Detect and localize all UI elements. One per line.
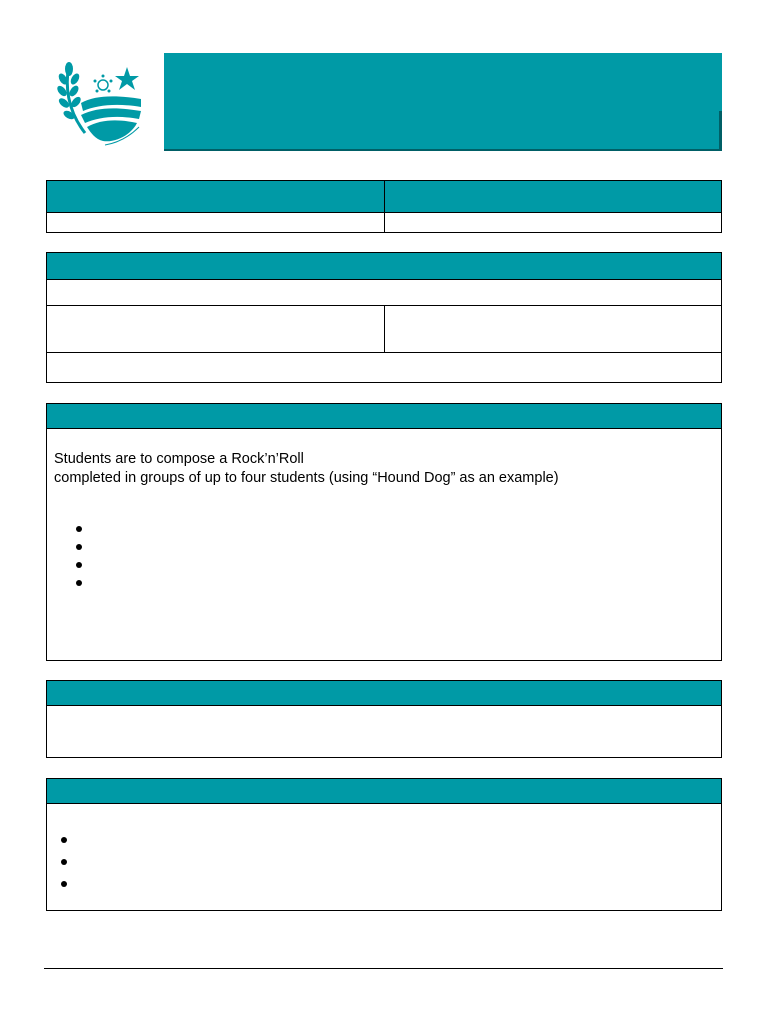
list-item <box>61 854 261 876</box>
school-crest-logo <box>55 55 147 147</box>
list-item <box>76 575 276 593</box>
list-item <box>76 521 276 539</box>
bullet-icon <box>61 837 67 843</box>
notes-section <box>46 680 722 758</box>
info-table-1-cell-left <box>47 213 384 232</box>
footer-rule <box>44 968 723 969</box>
resources-section <box>46 778 722 911</box>
list-item <box>61 832 261 854</box>
task-description-line-2: completed in groups of up to four students (using “Hound Dog” as an example) <box>54 470 559 486</box>
task-bullet-list <box>76 521 276 593</box>
bullet-icon <box>76 580 82 586</box>
list-item <box>76 557 276 575</box>
task-section-header <box>47 404 721 429</box>
info-table-2-rule-2 <box>47 352 721 353</box>
resources-bullet-list <box>61 832 261 898</box>
list-item <box>76 539 276 557</box>
notes-section-header <box>47 681 721 706</box>
info-table-2 <box>46 252 722 383</box>
task-section <box>46 403 722 661</box>
bullet-icon <box>61 881 67 887</box>
list-item <box>61 876 261 898</box>
bullet-icon <box>76 526 82 532</box>
title-banner <box>164 53 722 151</box>
bullet-icon <box>76 562 82 568</box>
bullet-icon <box>76 544 82 550</box>
info-table-2-divider <box>384 305 385 352</box>
info-table-2-header <box>47 253 721 280</box>
bullet-icon <box>61 859 67 865</box>
info-table-2-row-1 <box>47 280 721 305</box>
info-table-1-cell-right <box>385 213 721 232</box>
banner-edge <box>719 111 722 151</box>
resources-section-header <box>47 779 721 804</box>
task-description-line-1: Students are to compose a Rock’n’Roll <box>54 451 304 467</box>
task-description <box>54 450 714 488</box>
info-table-1 <box>46 180 722 233</box>
